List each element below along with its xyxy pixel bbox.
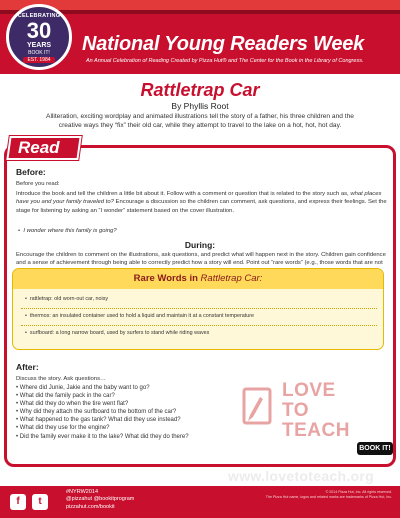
footer-trademark: The Pizza Hut name, logos and related marks are trademarks of Pizza Hut, Inc.: [265, 494, 392, 499]
rare-words-box: [12, 268, 384, 350]
footer-handles: @pizzahut @bookitprogram: [66, 496, 135, 503]
rare-word-item: • thermos: an insulated container used to hold a liquid and maintain it at a constant temperature: [25, 313, 255, 319]
before-paragraph-a: Introduce the book and tell the children a little bit about it. Follow with a comment or question that is related to the story such as,: [16, 191, 351, 197]
list-item: • Did the family ever make it to the lake? What did they do there?: [16, 433, 189, 440]
bullet-icon: •: [18, 228, 24, 234]
after-question-list: [16, 384, 189, 441]
badge-program: BOOK IT!: [28, 50, 50, 56]
pen-document-icon: [238, 387, 278, 427]
badge-unit: YEARS: [26, 42, 52, 49]
rare-words-divider: [21, 325, 377, 326]
badge-number: 30: [26, 18, 52, 43]
watermark-url: www.lovetoteach.org: [228, 468, 374, 484]
before-bullet-text: I wonder where this family is going?: [23, 228, 117, 234]
love-to-teach-logo: [238, 367, 360, 467]
before-heading: Before:: [16, 167, 46, 177]
question-text: Why did they attach the surfboard to the bottom of the car?: [19, 409, 177, 416]
question-text: Where did Junie, Jakie and the baby want to go?: [19, 385, 150, 391]
rare-words-divider: [21, 308, 377, 309]
rare-word-item: • surfboard: a long narrow board, used by surfers to stand while riding waves: [25, 330, 210, 336]
question-text: What did the family pack in the car?: [19, 393, 115, 400]
list-item: • What did the family pack in the car?: [16, 393, 115, 400]
header-stripe: [0, 0, 400, 10]
bookit-logo: BOOK IT!: [357, 442, 393, 455]
page-footer: [0, 486, 400, 518]
question-text: What did they use for the engine?: [19, 425, 110, 432]
question-text: What did they do when the tire went flat?: [19, 401, 129, 408]
footer-site-link[interactable]: pizzahut.com/bookit: [66, 503, 115, 510]
after-intro: Discuss the story. Ask questions…: [16, 376, 106, 382]
facebook-icon[interactable]: f: [10, 494, 26, 510]
page-header: [0, 0, 400, 74]
rare-word-text: thermos: an insulated container used to hold a liquid and maintain it at a constant temperature: [29, 313, 255, 319]
list-item: • Why did they attach the surfboard to the bottom of the car?: [16, 409, 177, 416]
love-to-teach-text: [282, 381, 360, 441]
list-item: • What did they use for the engine?: [16, 425, 110, 432]
after-heading: After:: [16, 362, 39, 372]
logo-line-2: TEACH: [282, 419, 350, 441]
header-subtitle: An Annual Celebration of Reading Created by Pizza Hut® and The Center for the Book in the Library of Congress.: [86, 58, 364, 64]
before-paragraph: [16, 190, 388, 215]
read-tab-label: Read: [18, 138, 60, 157]
rare-word-text: rattletrap: old worn-out car, noisy: [29, 296, 109, 302]
before-bullet: [18, 227, 378, 235]
book-description: Alliteration, exciting wordplay and animated illustrations tell the story of a father, his three children and the creative ways they “fix” their old car, while they attempt to travel to the lake on a hot, hot, hot day.: [46, 113, 354, 129]
logo-line-1: LOVE TO: [282, 380, 336, 421]
before-paragraph-italic: what places have you and your family traveled to?: [16, 191, 382, 206]
list-item: • What did they do when the tire went flat?: [16, 401, 129, 408]
list-item: • Where did Junie, Jakie and the baby want to go?: [16, 385, 150, 391]
during-paragraph: Encourage the children to comment on the illustrations, ask questions, and predict what will happen next in the story. Children gain confidence and a sense of achievement through being able to correctly predict how a story will end. Point out “rare words” (e.g., those words that are not: [16, 252, 386, 267]
rare-words-heading-title: Rattletrap Car:: [200, 273, 263, 284]
before-paragraph-b: Encourage a discussion so the children can comment, ask questions, and express their feelings. Set the stage for listening by asking an “I wonder” statement based on the cover illustration.: [16, 199, 387, 214]
badge-top-text: CELEBRATING: [17, 13, 61, 19]
badge-est: EST. 1984: [23, 57, 55, 63]
footer-hashtag: #NYRW2014: [66, 489, 98, 495]
footer-social-text: [66, 489, 134, 511]
question-text: Did the family ever make it to the lake? What did they do there?: [19, 433, 189, 440]
during-heading: During:: [184, 240, 216, 250]
book-title: Rattletrap Car: [140, 80, 260, 100]
read-tab: [6, 136, 81, 160]
footer-legal: [242, 490, 392, 499]
list-item: • What happened to the gas tank? What did they use instead?: [16, 417, 181, 424]
book-author: By Phyllis Root: [171, 101, 229, 111]
before-intro: Before you read:: [16, 181, 60, 187]
rare-words-heading: [13, 269, 383, 289]
rare-word-text: surfboard: a long narrow board, used by surfers to stand while riding waves: [29, 330, 210, 336]
footer-copyright: © 2014 Pizza Hut, Inc. All rights reserved.: [325, 490, 392, 494]
header-title: National Young Readers Week: [82, 33, 365, 55]
twitter-icon[interactable]: t: [32, 494, 48, 510]
question-text: What happened to the gas tank? What did they use instead?: [19, 417, 181, 424]
anniversary-badge: [6, 4, 72, 70]
rare-words-heading-prefix: Rare Words in: [133, 273, 201, 284]
rare-word-item: • rattletrap: old worn-out car, noisy: [25, 296, 109, 302]
